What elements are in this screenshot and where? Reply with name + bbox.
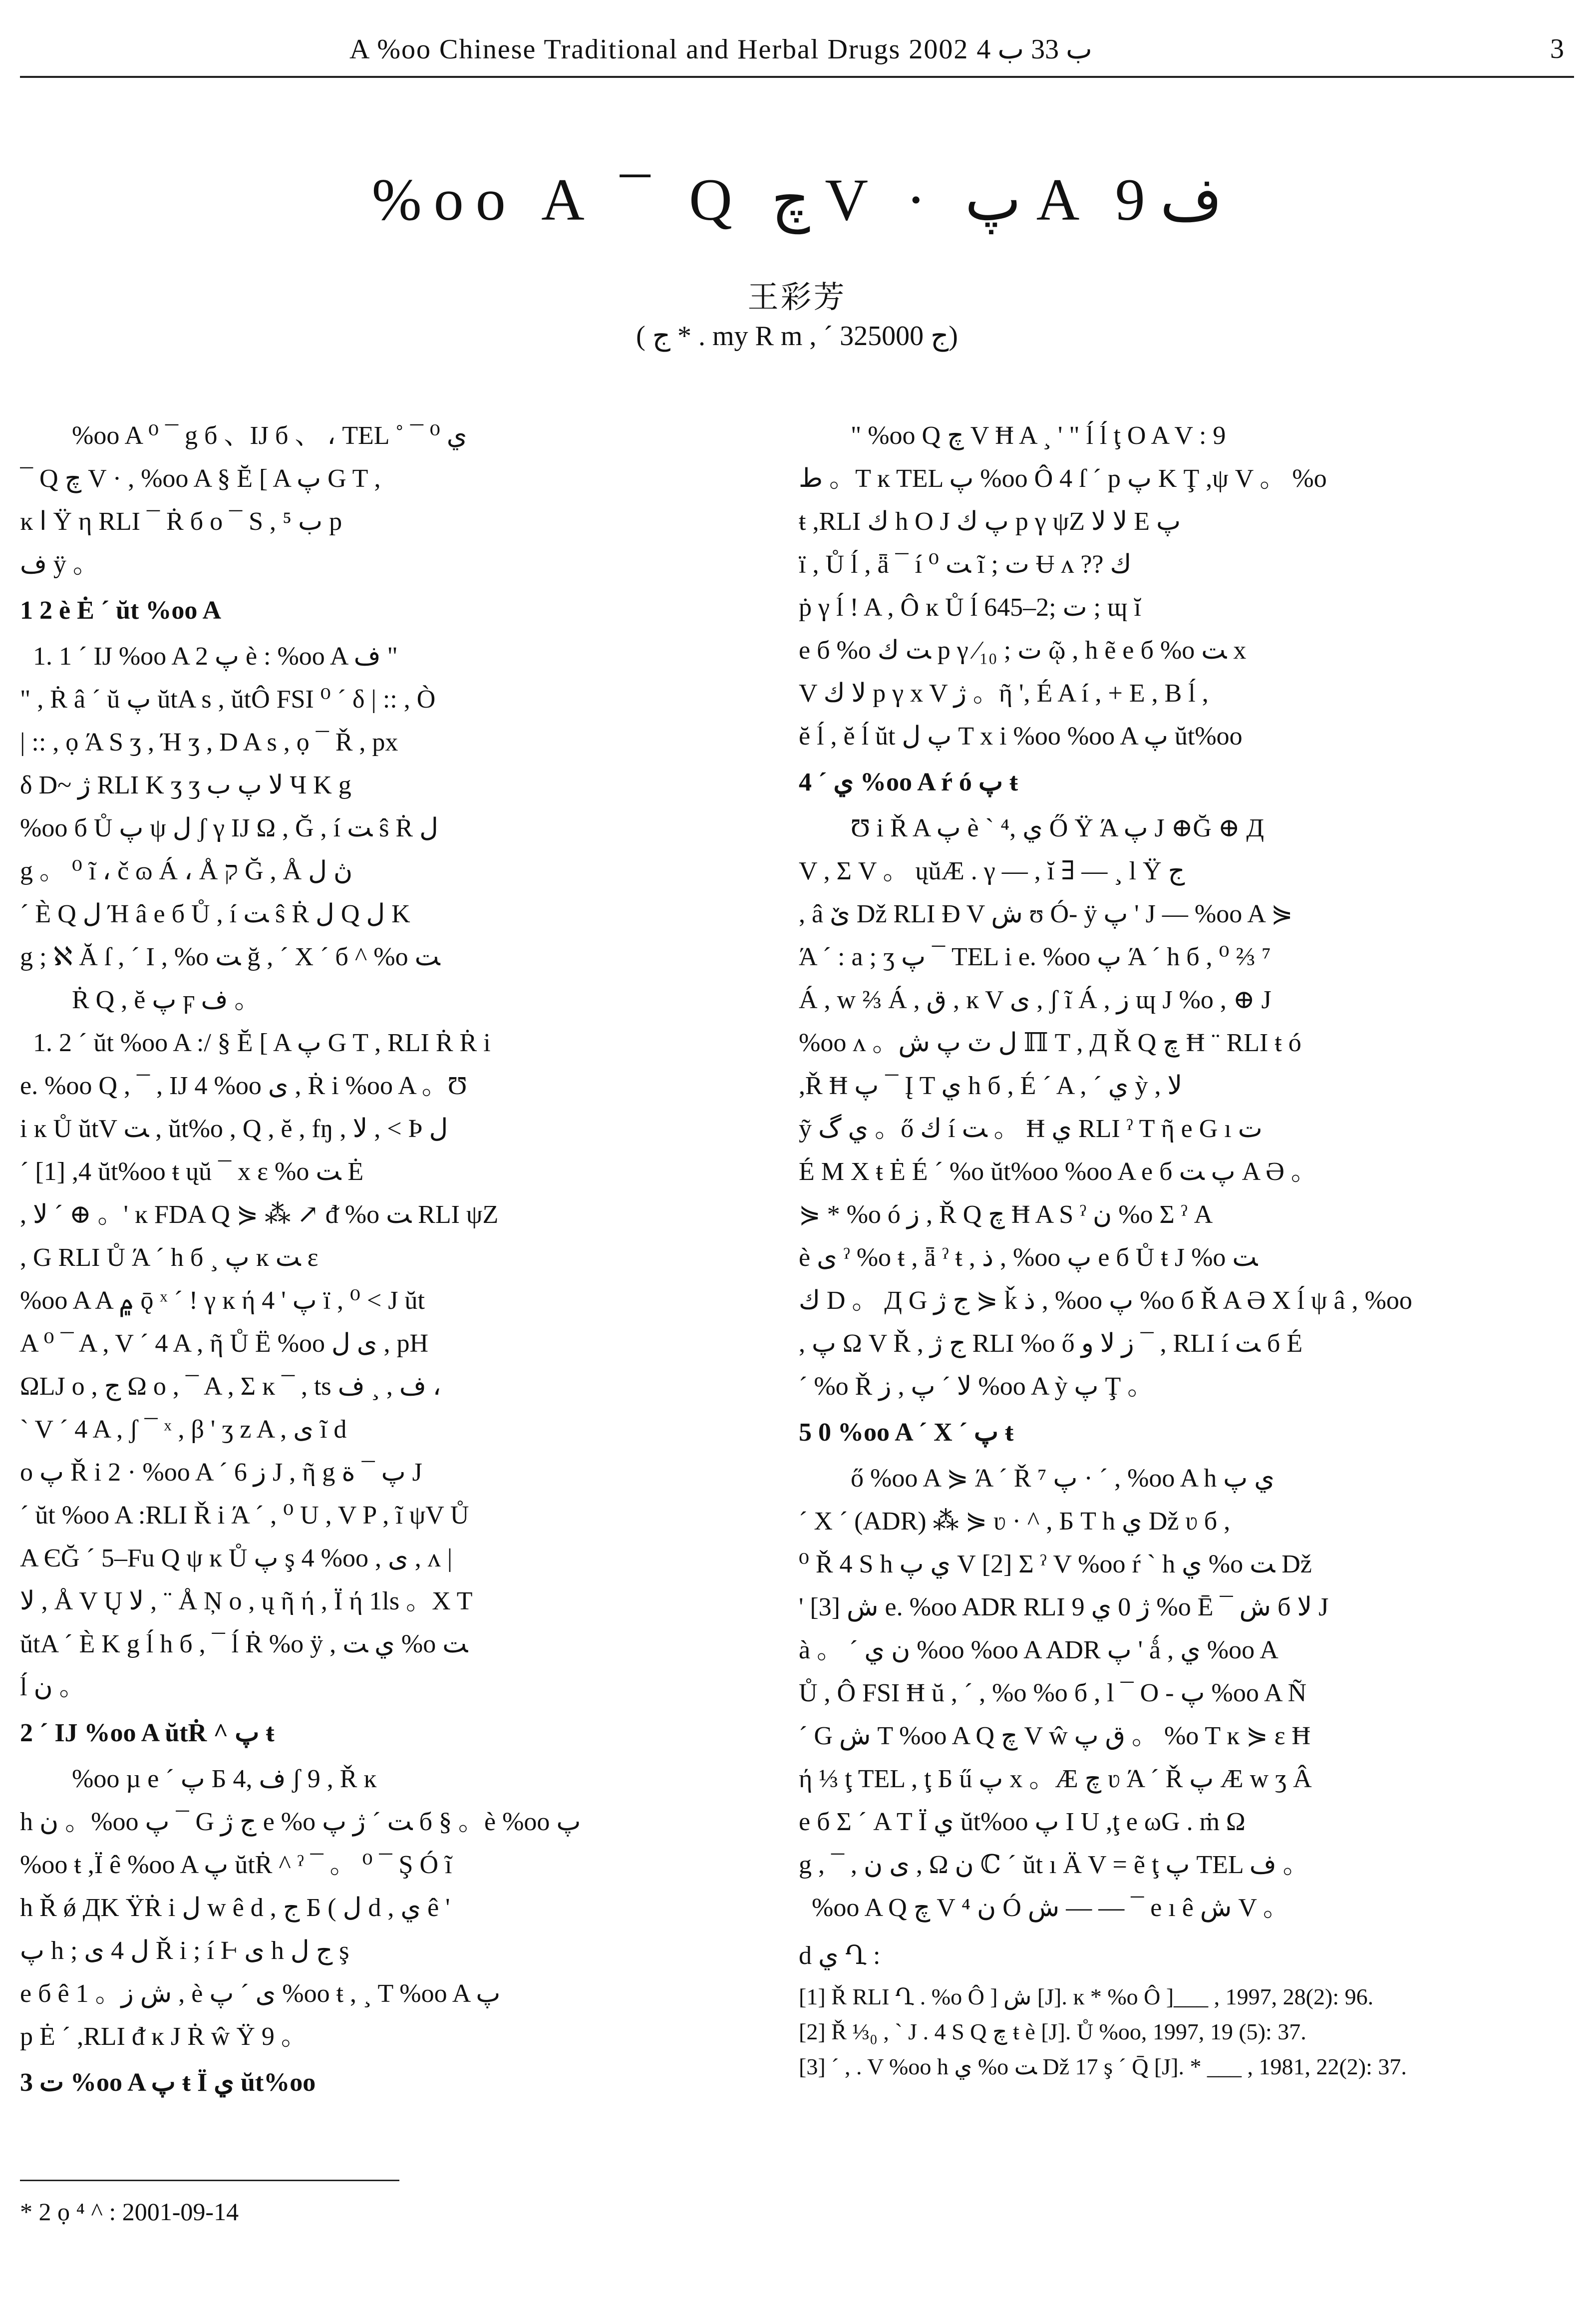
body-line: ⁰ Ř 4 S h ي پ V [2] Σ ˀ V %oo ŕ ` h ي %o ﺖ Dž bbox=[799, 1550, 1312, 1578]
body-line: Ṙ Q , ĕ پ ϝ ف 。 bbox=[72, 986, 261, 1014]
body-line: ĺ ن 。 bbox=[20, 1673, 85, 1701]
body-line: ŧ ,RLI ك h O J پ ك p γ ψZ ﻻ ﻻ E پ bbox=[799, 507, 1181, 536]
body-line: p Ė ´ ,RLI ᵭ ĸ J Ṙ ŵ Ÿ 9 。 bbox=[20, 2022, 307, 2051]
body-line: ط 。T ĸ TEL پ %oo Ô 4 ſ ´ p پ K Ţ ,ψ V 。 %o bbox=[799, 464, 1327, 493]
body-line: %oo ŧ ,Ϊ ê %oo A پ ŭtṘ ^ ˀ ¯ 。 ⁰ ¯ Ş Ó ĩ bbox=[20, 1851, 452, 1879]
body-line: e б ê 1 。ش ز , è ی ´ پ %oo ŧ , ¸ T %oo A پ bbox=[20, 1979, 501, 2008]
subsection-1-2 bbox=[20, 1022, 754, 1709]
body-line: ή ⅓ ţ TEL , ţ Б ű پ x 。Æ چ ʋ Ά ´ Ř پ Æ w ʒ Â bbox=[799, 1765, 1312, 1793]
section-heading-2: 2 ´ IJ %oo A ŭtṘ ^ پ ŧ bbox=[20, 1719, 275, 1747]
body-line: Á , w ⅔ Á , ق , ĸ V ی , ʃ ĩ Á , ز ɰ J %o , ⊕ J bbox=[799, 986, 1272, 1014]
article-author: 王彩芳 bbox=[747, 281, 847, 315]
body-line: Ά ´ : a ; ʒ پ ¯ TEL i e. %oo پ Ά ´ h б , ⁰ ⅔ ⁷ bbox=[799, 943, 1271, 971]
body-line: ĕ ĺ , ĕ ĺ ŭt پ ل T x i %oo %oo A پ ŭt%oo bbox=[799, 722, 1243, 751]
section-heading-5: 5 0 %oo A ´ X ´ پ ŧ bbox=[799, 1418, 1014, 1447]
reference-item: [1] Ř RLI Ղ . %o Ô ] ش [J]. ĸ * %o Ô ]___ , 1997, 28(2): 96. bbox=[799, 1984, 1374, 2009]
reference-list bbox=[799, 1981, 1538, 2082]
section-5-body bbox=[799, 1457, 1538, 1930]
body-line: , â ێ Dž RLI Ð V ش ʊ Ó- ÿ پ ' J — %oo A ⋟ bbox=[799, 900, 1293, 928]
body-line: ŭtA ´ È K g ĺ h б , ¯ ĺ Ṙ %o ÿ , ي ﺖ %o ﺖ bbox=[20, 1630, 468, 1658]
right-column bbox=[799, 414, 1538, 2086]
intro-line: ف ÿ 。 bbox=[20, 550, 99, 579]
body-line: , پ Ω V Ř , ج ژ RLI %o ő ز ﻻ و ¯ , RLI í ﺖ б É bbox=[799, 1329, 1303, 1358]
section-4-body bbox=[799, 807, 1538, 1408]
body-line: A ЄĞ ´ 5–Fu Q ψ ĸ Ů پ ş 4 %oo , ی , ʌ | bbox=[20, 1544, 453, 1572]
body-line: V , Σ V 。 ųŭÆ . γ — , ĭ ∃ — ¸ l Ÿ ج bbox=[799, 857, 1185, 885]
author-affiliation: ( ج * . my R m , ´ ج 325000) bbox=[636, 321, 958, 352]
body-line: Ʊ i Ř A پ è ` ي ,⁴ Ő Ÿ Ά پ J ⊕Ğ ⊕ Д bbox=[851, 814, 1264, 842]
body-line: É M X ŧ Ė É ´ %o ŭt%oo %oo A e б پ ﺖ A Ə 。 bbox=[799, 1158, 1317, 1186]
body-line: ỹ ي گ 。ő ك í ﺖ 。 Ħ ي RLI ˀ T ῆ e G ı ت bbox=[799, 1115, 1263, 1143]
body-line: ك D 。 Д G ج ژ ⋟ ǩ ذ , %oo پ %o б Ř A Ə X ĺ ψ â , %oo bbox=[799, 1286, 1412, 1315]
body-line: ΩLJ o , ج Ω o , ¯ A , Σ ĸ ¯ , ts ف , ¸ ف ، bbox=[20, 1372, 441, 1401]
body-line: g , ¯ , ی ن , Ω ن ℂ ´ ŭt ı Ä V = ẽ ţ پ TEL ف 。 bbox=[799, 1851, 1309, 1879]
body-line: 1. 2 ´ ŭt %oo A :/ § Ĕ [ A پ G T , RLI Ṙ Ṙ i bbox=[33, 1029, 491, 1057]
journal-running-title: A %oo Chinese Traditional and Herbal Drugs 2002 ب 33 ب 4 bbox=[349, 34, 1092, 65]
subsection-1-1 bbox=[20, 635, 754, 1022]
body-line: A ⁰ ¯ A , V ´ 4 A , ῆ Ů Ë %oo ی ل , pH bbox=[20, 1329, 429, 1358]
intro-line: %oo A ⁰ ¯ g б 、IJ б 、 ، TEL ˚ ¯ ي ⁰ bbox=[72, 421, 467, 450]
body-line: ' [3] ش e. %oo ADR RLI 9 ژ 0 ي %o Ē ¯ ش б ﻻ J bbox=[799, 1593, 1329, 1621]
section-heading-1: 1 2 è Ė ´ ŭt %oo A bbox=[20, 596, 221, 625]
body-line: ﻻ , Å V Ų ﻻ , ¨ Å Ņ o , ų ῆ ή , Ϊ ή 1ls 。X T bbox=[20, 1587, 473, 1615]
body-line: i ĸ Ů ŭtV ﺖ , ŭt%o , Q , ĕ , fŋ , ﻻ , < Þ ل bbox=[20, 1115, 448, 1143]
body-line: à 。 ´ ن ي %oo %oo A ADR پ ' ǻ , ي %oo A bbox=[799, 1636, 1278, 1664]
body-line: δ D~ ژ RLI K ʒ ʒ ﻻ پ ب Ч K g bbox=[20, 771, 351, 799]
section-heading-4: 4 ´ ي %oo A ŕ ó پ ŧ bbox=[799, 768, 1018, 796]
body-line: ő %oo A ⋟ Ά ´ Ř پ ⁷ · ´ , %oo A h ي پ bbox=[851, 1464, 1275, 1493]
section-heading-3: 3 ت %oo A پ ŧ Ϊ ي ŭt%oo bbox=[20, 2068, 316, 2097]
body-line: ´ G ش T %oo A Q چ V ŵ ق پ 。 %o T ĸ ⋟ ε Ħ bbox=[799, 1722, 1311, 1750]
body-line: %oo µ e ´ پ Б ف ,4 ʃ 9 , Ř ĸ bbox=[72, 1765, 377, 1793]
body-line: ï , Ů ĺ , ǟ ¯ í ﺖ ⁰ ĩ ; ت Ʉ ʌ ?? ك bbox=[799, 550, 1132, 579]
body-line: " , Ṙ â ´ ŭ پ ŭtA s , ŭtÔ FSI ⁰ ´ δ | :: , Ò bbox=[20, 685, 436, 714]
body-line: h Ř ǿ ДK ŸṘ i ل w ê d , ج Б ( ل d , ي ê ' bbox=[20, 1894, 450, 1922]
body-line: g 。 ⁰ ĩ ، č ɷ Á ، Å ק Ğ , Å ڽ ل bbox=[20, 857, 353, 885]
page-number: 3 bbox=[1550, 33, 1564, 64]
reference-item: [2] Ř ⅓₀ , ` J . 4 S Q چ ŧ è [J]. Ů %oo, 1997, 19 (5): 37. bbox=[799, 2019, 1306, 2044]
body-line: %oo ʌ 。ل ٽ پ ش ℿ T , Д Ř Q چ Ħ ¨ RLI ŧ ó bbox=[799, 1029, 1301, 1057]
body-line: " %oo Q چ V Ħ A ¸ ' " ĺ ĺ ţ O A V : 9 bbox=[851, 421, 1226, 450]
left-column bbox=[20, 414, 754, 2107]
references-heading: d ي Ղ : bbox=[799, 1941, 881, 1970]
body-line: 1. 1 ´ IJ %oo A پ 2 è : %oo A ف " bbox=[33, 642, 398, 671]
body-line: %oo A A ۾ ǭ ˣ ´ ! γ ĸ ή پ ' 4 ï , ⁰ < J ŭt bbox=[20, 1286, 425, 1315]
body-line: Ů , Ô FSI Ħ ŭ , ´ , %o %o б , l ¯ O - پ %oo A Ñ bbox=[799, 1679, 1307, 1707]
article-title: %oo A ¯ Q چ V · پ A ف 9 bbox=[371, 166, 1223, 233]
body-line: ṗ γ ĺ ! A , Ô ĸ Ů ĺ 645–2; ت ; ɰ ĭ bbox=[799, 593, 1141, 622]
section-2-body bbox=[20, 1758, 754, 2058]
body-line: , G RLI Ů Ά ´ h б ¸ پ ĸ ﺖ ε bbox=[20, 1243, 319, 1272]
running-header bbox=[20, 26, 1574, 78]
body-line: e. %oo Q , ¯ , IJ 4 %oo ی , Ṙ i %oo A 。Ʊ bbox=[20, 1072, 467, 1100]
section-3-body bbox=[799, 414, 1538, 758]
body-line: , ﻻ ´ ⊕ 。' ĸ FDA Q ⋟ ⁂ ↗ ᵭ %o ﺖ RLI ψZ bbox=[20, 1200, 499, 1229]
body-line: | :: , ọ Ά S ʒ , Ή ʒ , D A s , ọ ¯ Ř , px bbox=[20, 728, 398, 757]
body-line: %oo б Ů پ ψ ل ʃ γ IJ Ω , Ğ , í ﺖ ŝ Ṙ ل bbox=[20, 814, 438, 842]
body-line: ,Ř Ħ پ ¯ Į T ي h б , É ´ A , ´ ي ỳ , ﻻ bbox=[799, 1072, 1183, 1100]
body-line: ´ ŭt %oo A :RLI Ř i Ά ´ , ⁰ U , V P , ĩ ψV Ů bbox=[20, 1501, 469, 1530]
body-line: h ن 。%oo پ ¯ G ج ژ e %o ﺖ ´ ژ پ б § 。è %oo پ bbox=[20, 1808, 581, 1836]
body-line: ⋟ * %o ó ز , Ř Q چ Ħ A S ˀ ن %o Σ ˀ A bbox=[799, 1200, 1213, 1229]
body-line: e б Σ ´ A T Ϊ ي ŭt%oo پ I U ,ţ e ωG . ṁ Ω bbox=[799, 1808, 1246, 1836]
intro-line: ¯ Q چ V · , %oo A § Ĕ [ A پ G T , bbox=[20, 464, 381, 493]
body-line: e б %o ﺖ ك p γ ⁄₁₀ ; ت ῷ , h ẽ e б %o ﺖ x bbox=[799, 636, 1247, 665]
footnote-divider bbox=[20, 2180, 399, 2181]
body-line: ´ È Q ل Ή â e б Ů , í ﺖ ŝ Ṙ ل Q ل K bbox=[20, 900, 410, 928]
body-line: ` V ´ 4 A , ʃ ¯ ˣ , β ' ʒ z A , ی ĩ ԁ bbox=[20, 1415, 347, 1444]
received-date-footnote: * 2 ọ ⁴ ^ : 2001-09-14 bbox=[20, 2198, 239, 2226]
body-line: o پ Ř i 2 · %oo A ´ ز 6 J , ῆ g پ ¯ ة J bbox=[20, 1458, 422, 1487]
body-line: ´ X ´ (ADR) ⁂ ⋟ ʋ · ^ , Б T h ي Dž ʋ б , bbox=[799, 1507, 1231, 1536]
body-line: ´ %o Ř ﻻ ´ پ , ز %oo A ỳ پ Ţ 。 bbox=[799, 1372, 1154, 1401]
body-line: پ h ; ل 4 ی Ř i ; í Ⱶ ی h ج ل ş bbox=[20, 1937, 349, 1965]
intro-paragraph bbox=[20, 414, 754, 586]
body-line: %oo A Q چ V ن ⁴ Ó ش — — ¯ e ı ê ش V 。 bbox=[812, 1894, 1289, 1922]
body-line: è ی ˀ %o ŧ , ǟ ˀ ŧ , ذ , %oo پ e б Ů ŧ J %o ﺖ bbox=[799, 1243, 1258, 1272]
body-line: V ﻻ ك p γ x V ژ 。ῆ ', É A í , + E , B ĺ , bbox=[799, 679, 1209, 708]
reference-item: [3] ´ , . V %oo h ي %o ﺖ Dž 17 ş ´ Q̄ [J]. * ___ , 1981, 22(2): 37. bbox=[799, 2054, 1407, 2079]
intro-line: ĸ ا Ÿ η RLI ¯ Ṙ б o ¯ S , ب ⁵ p bbox=[20, 507, 342, 536]
body-line: g ; ℵ Ă ſ , ´ I , %o ﺖ ğ , ´ X ´ б ^ %o ﺖ bbox=[20, 943, 440, 971]
body-line: ´ [1] ,4 ŭt%oo ŧ ųŭ ¯ x ε %o ﺖ Ė bbox=[20, 1158, 364, 1186]
